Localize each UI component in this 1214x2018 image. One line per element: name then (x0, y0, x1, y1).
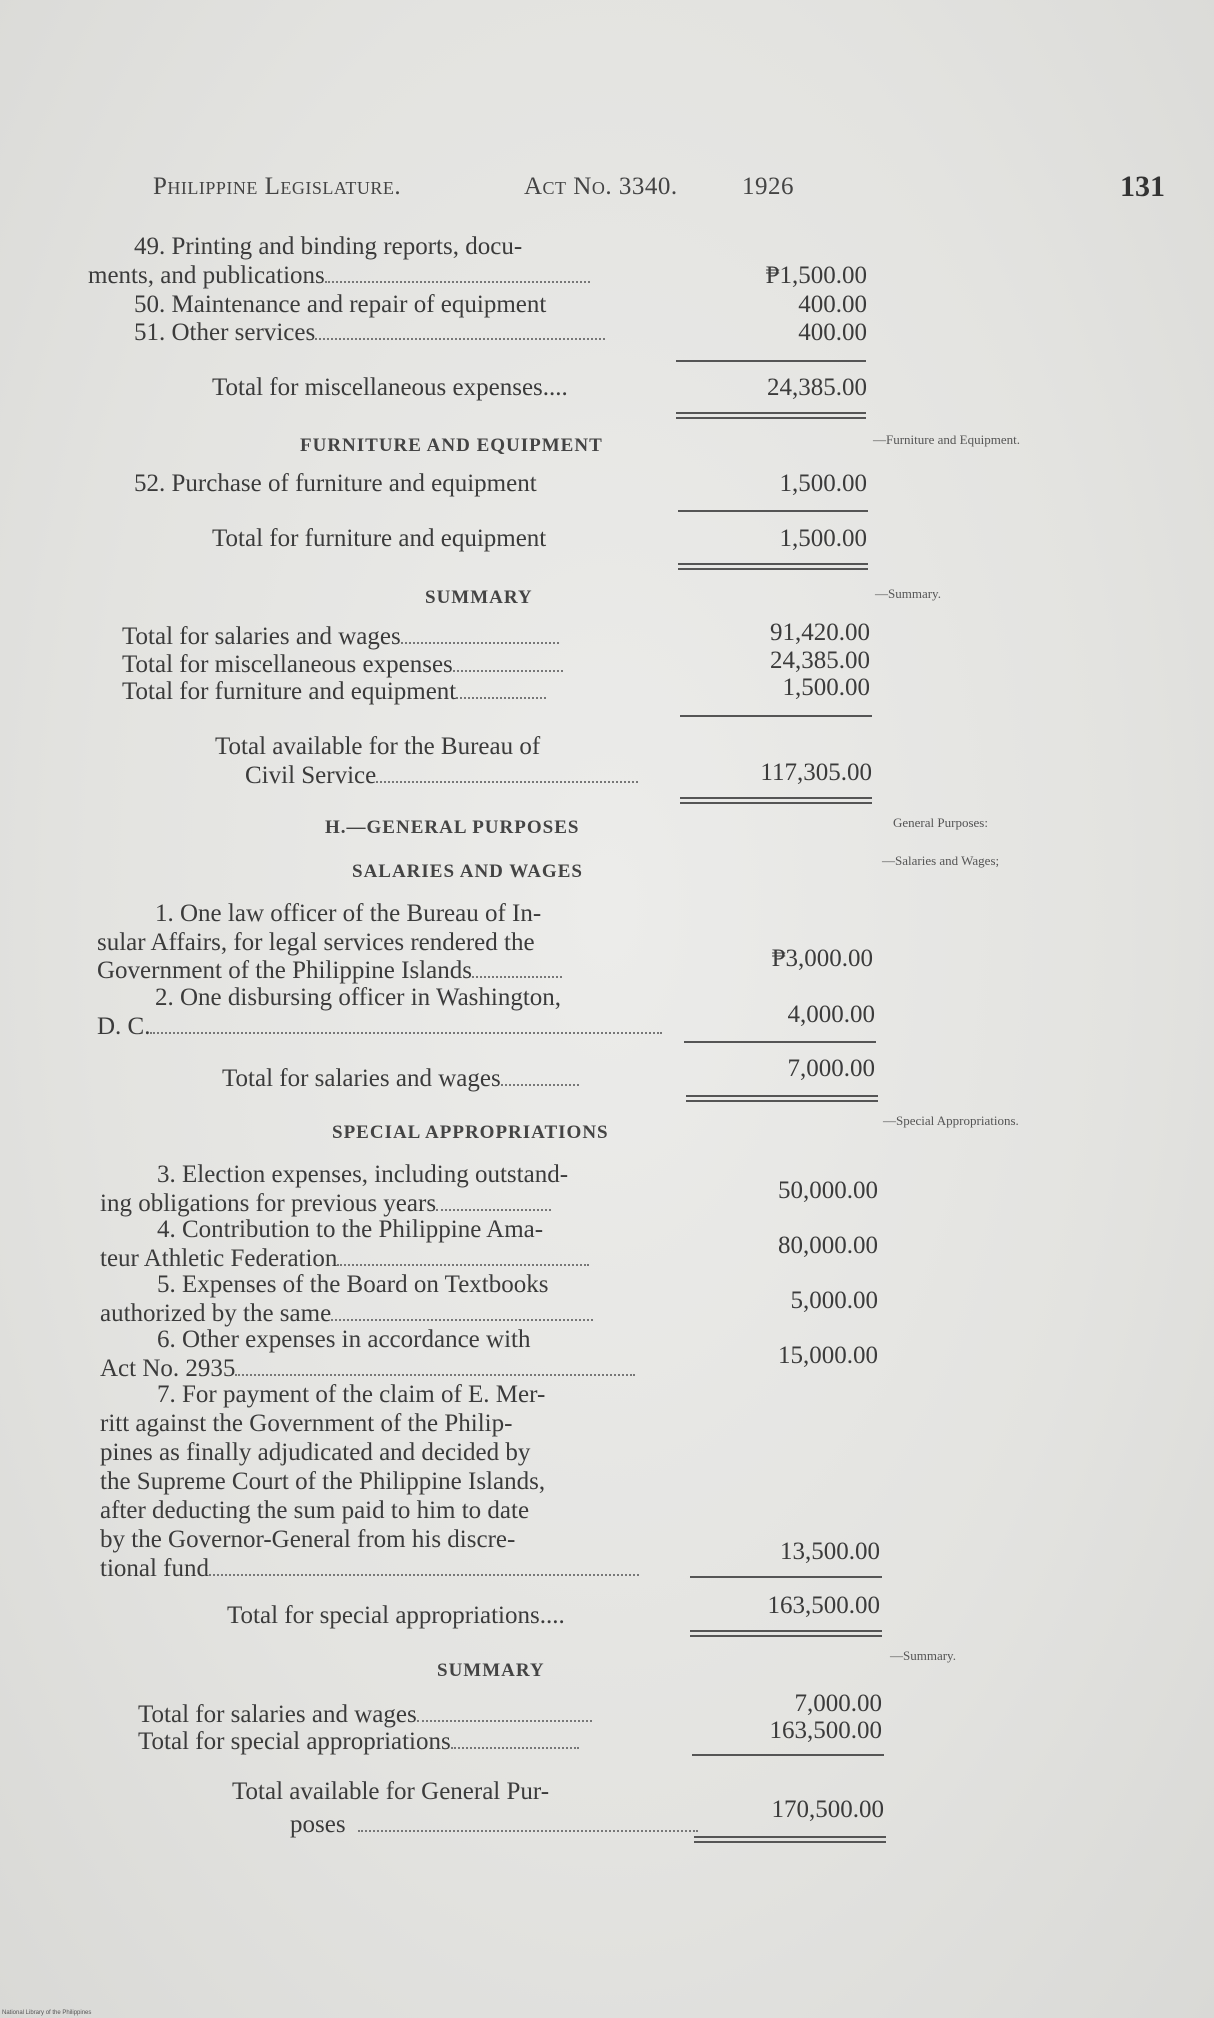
scan-credit: National Library of the Philippines (2, 2010, 92, 2016)
general-purposes-margin-note: General Purposes: (893, 815, 988, 830)
item-49-line2: ments, and publications (88, 261, 590, 290)
gp-item-1-line1: 1. One law officer of the Bureau of In- (155, 900, 542, 927)
misc-total-amount: 24,385.00 (767, 374, 867, 401)
summary-row-furniture-amount: 1,500.00 (782, 674, 870, 701)
sp-item-7-line1: 7. For payment of the claim of E. Mer- (157, 1381, 546, 1408)
sp-item-5-line2: authorized by the same (100, 1299, 593, 1328)
sp-item-3-line1: 3. Election expenses, including outstand- (157, 1161, 569, 1188)
summary2-margin-note: —Summary. (890, 1648, 956, 1663)
summary-row-furniture: Total for furniture and equipment (122, 677, 546, 706)
general-purposes-heading: H.—GENERAL PURPOSES (325, 817, 580, 838)
summary2-row-salaries-amount: 7,000.00 (794, 1690, 882, 1717)
bureau-total-line2: Civil Service (245, 761, 638, 790)
item-51-amount: 400.00 (798, 319, 867, 346)
gp-item-1-line2: sular Affairs, for legal services rendered the (97, 929, 535, 956)
sp-item-5-line1: 5. Expenses of the Board on Textbooks (157, 1271, 549, 1298)
gp-salaries-total-amount: 7,000.00 (787, 1055, 875, 1082)
furniture-total-label: Total for furniture and equipment (212, 525, 547, 552)
sp-item-6-amount: 15,000.00 (778, 1342, 878, 1369)
rule (680, 715, 872, 717)
sp-item-7-amount: 13,500.00 (780, 1538, 880, 1565)
sp-item-7-line2: ritt against the Government of the Philip- (100, 1410, 513, 1437)
furniture-margin-note: —Furniture and Equipment. (873, 432, 1020, 447)
item-51: 51. Other services (134, 318, 605, 347)
bureau-total-line1: Total available for the Bureau of (215, 733, 541, 760)
sp-item-7-line6: by the Governor-General from his discre- (100, 1526, 516, 1553)
summary2-row-salaries: Total for salaries and wages (138, 1700, 592, 1729)
sp-item-5-amount: 5,000.00 (790, 1287, 878, 1314)
summary2-row-special: Total for special appropriations (138, 1727, 579, 1756)
misc-total-label: Total for miscellaneous expenses.... (212, 374, 568, 401)
summary-row-salaries: Total for salaries and wages (122, 622, 559, 651)
gp-item-1-line3: Government of the Philippine Islands (97, 956, 562, 985)
double-rule (676, 412, 866, 419)
gp-item-2-line1: 2. One disbursing officer in Washington, (155, 984, 562, 1011)
salaries-heading: SALARIES AND WAGES (352, 861, 583, 882)
special-heading: SPECIAL APPROPRIATIONS (332, 1122, 609, 1143)
furniture-total-amount: 1,500.00 (779, 525, 867, 552)
double-rule (690, 1630, 882, 1637)
summary-row-misc: Total for miscellaneous expenses (122, 650, 563, 679)
running-header-year: 1926 (742, 173, 794, 200)
salaries-margin-note: —Salaries and Wages; (882, 853, 1000, 868)
gp-item-1-amount: ₱3,000.00 (771, 945, 873, 972)
double-rule (686, 1095, 878, 1102)
sp-item-3-line2: ing obligations for previous years (100, 1189, 551, 1218)
summary-margin-note: —Summary. (875, 586, 941, 601)
rule (692, 1754, 884, 1756)
double-rule (678, 563, 868, 570)
gp-total-line2: poses (290, 1810, 698, 1839)
summary2-row-special-amount: 163,500.00 (769, 1717, 882, 1744)
sp-item-6-line1: 6. Other expenses in accordance with (157, 1326, 531, 1353)
running-header-act: Act No. 3340. (524, 173, 678, 200)
item-49-line1: 49. Printing and binding reports, docu- (134, 233, 523, 260)
rule (678, 510, 868, 512)
gp-item-2-amount: 4,000.00 (787, 1001, 875, 1028)
rule (690, 1576, 882, 1578)
summary-heading: SUMMARY (425, 587, 533, 608)
sp-item-4-line1: 4. Contribution to the Philippine Ama- (157, 1216, 544, 1243)
item-50: 50. Maintenance and repair of equipment (134, 291, 547, 318)
sp-item-7-line7: tional fund (100, 1554, 639, 1583)
special-margin-note: —Special Appropriations. (883, 1113, 1019, 1128)
sp-item-3-amount: 50,000.00 (778, 1177, 878, 1204)
gp-total-line1: Total available for General Pur- (232, 1778, 550, 1805)
sp-item-7-line4: the Supreme Court of the Philippine Islands, (100, 1468, 546, 1495)
summary-row-salaries-amount: 91,420.00 (770, 619, 870, 646)
sp-item-7-line5: after deducting the sum paid to him to date (100, 1497, 530, 1524)
furniture-heading: FURNITURE AND EQUIPMENT (300, 435, 603, 456)
summary-row-misc-amount: 24,385.00 (770, 647, 870, 674)
gp-item-2-line2: D. C. (97, 1012, 662, 1041)
special-total-label: Total for special appropriations.... (227, 1602, 565, 1629)
special-total-amount: 163,500.00 (767, 1592, 880, 1619)
gp-total-amount: 170,500.00 (771, 1796, 884, 1823)
rule (676, 360, 866, 362)
double-rule (680, 797, 872, 804)
sp-item-6-line2: Act No. 2935 (100, 1354, 635, 1383)
gp-salaries-total-label: Total for salaries and wages (222, 1064, 579, 1093)
sp-item-7-line3: pines as finally adjudicated and decided by (100, 1439, 531, 1466)
item-50-amount: 400.00 (798, 291, 867, 318)
rule (684, 1041, 876, 1043)
page-number: 131 (1120, 170, 1165, 203)
running-header-title: Philippine Legislature. (153, 173, 402, 200)
item-49-amount: ₱1,500.00 (765, 262, 867, 289)
sp-item-4-line2: teur Athletic Federation (100, 1244, 589, 1273)
sp-item-4-amount: 80,000.00 (778, 1232, 878, 1259)
bureau-total-amount: 117,305.00 (760, 759, 872, 786)
summary2-heading: SUMMARY (437, 1660, 545, 1681)
double-rule (694, 1836, 886, 1843)
item-52-amount: 1,500.00 (779, 470, 867, 497)
item-52: 52. Purchase of furniture and equipment (134, 470, 537, 497)
